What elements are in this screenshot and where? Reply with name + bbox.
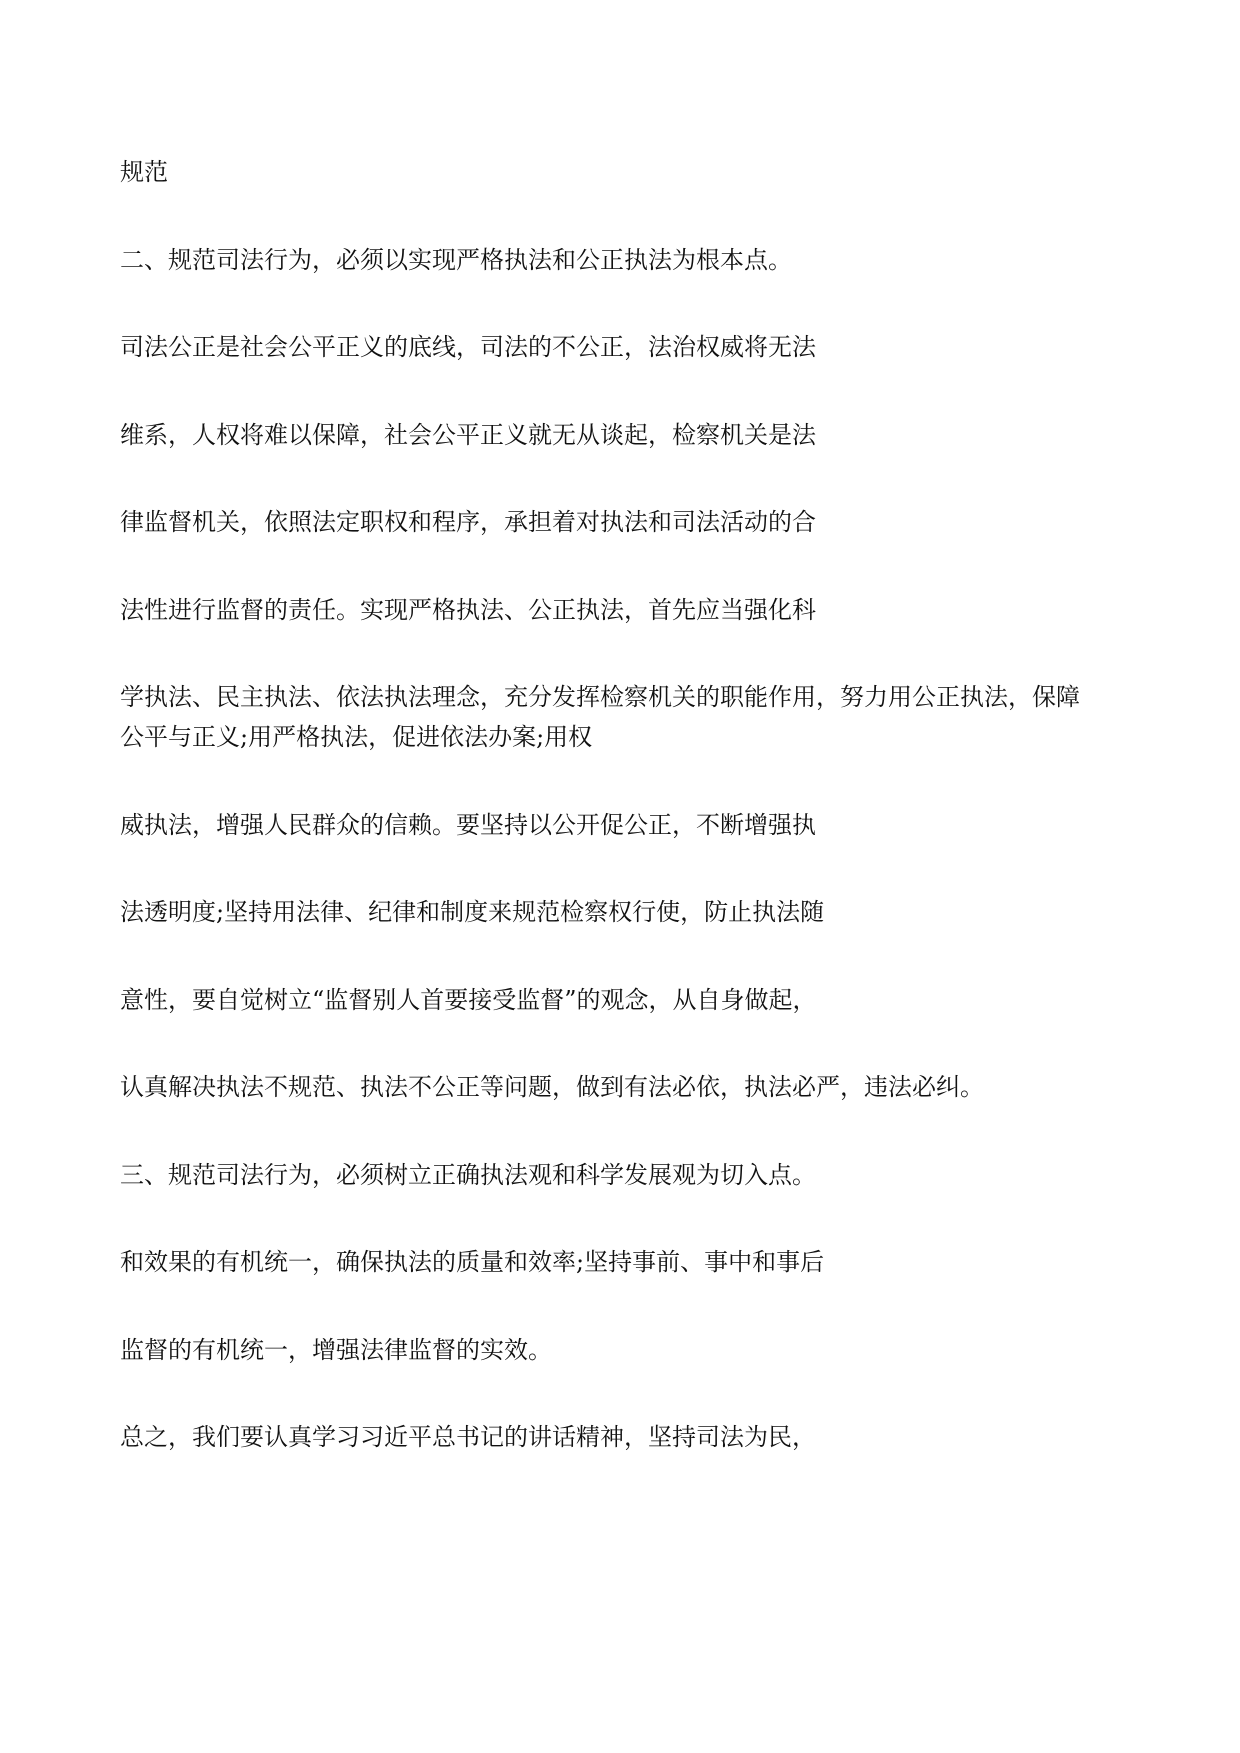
text-line: 认真解决执法不规范、执法不公正等问题，做到有法必依，执法必严，违法必纠。 [120,1073,984,1101]
text-line: 规范 [120,158,168,186]
section-heading-2: 二、规范司法行为，必须以实现严格执法和公正执法为根本点。 [120,246,792,274]
text-line: 司法公正是社会公平正义的底线，司法的不公正，法治权威将无法 [120,333,816,361]
text-line: 维系，人权将难以保障，社会公平正义就无从谈起，检察机关是法 [120,421,816,449]
text-line: 律监督机关，依照法定职权和程序，承担着对执法和司法活动的合 [120,508,816,536]
text-line: 总之，我们要认真学习习近平总书记的讲话精神，坚持司法为民， [120,1423,816,1451]
text-line: 公平与正义;用严格执法，促进依法办案;用权 [120,723,593,751]
text-line: 法性进行监督的责任。实现严格执法、公正执法，首先应当强化科 [120,596,816,624]
text-line: 监督的有机统一，增强法律监督的实效。 [120,1336,552,1364]
section-heading-3: 三、规范司法行为，必须树立正确执法观和科学发展观为切入点。 [120,1161,816,1189]
text-line: 法透明度;坚持用法律、纪律和制度来规范检察权行使，防止执法随 [120,898,825,926]
text-line: 和效果的有机统一，确保执法的质量和效率;坚持事前、事中和事后 [120,1248,825,1276]
text-line: 意性，要自觉树立“监督别人首要接受监督”的观念，从自身做起， [120,986,817,1014]
text-line: 学执法、民主执法、依法执法理念，充分发挥检察机关的职能作用，努力用公正执法，保障 [120,683,1080,711]
text-line: 威执法，增强人民群众的信赖。要坚持以公开促公正，不断增强执 [120,811,816,839]
